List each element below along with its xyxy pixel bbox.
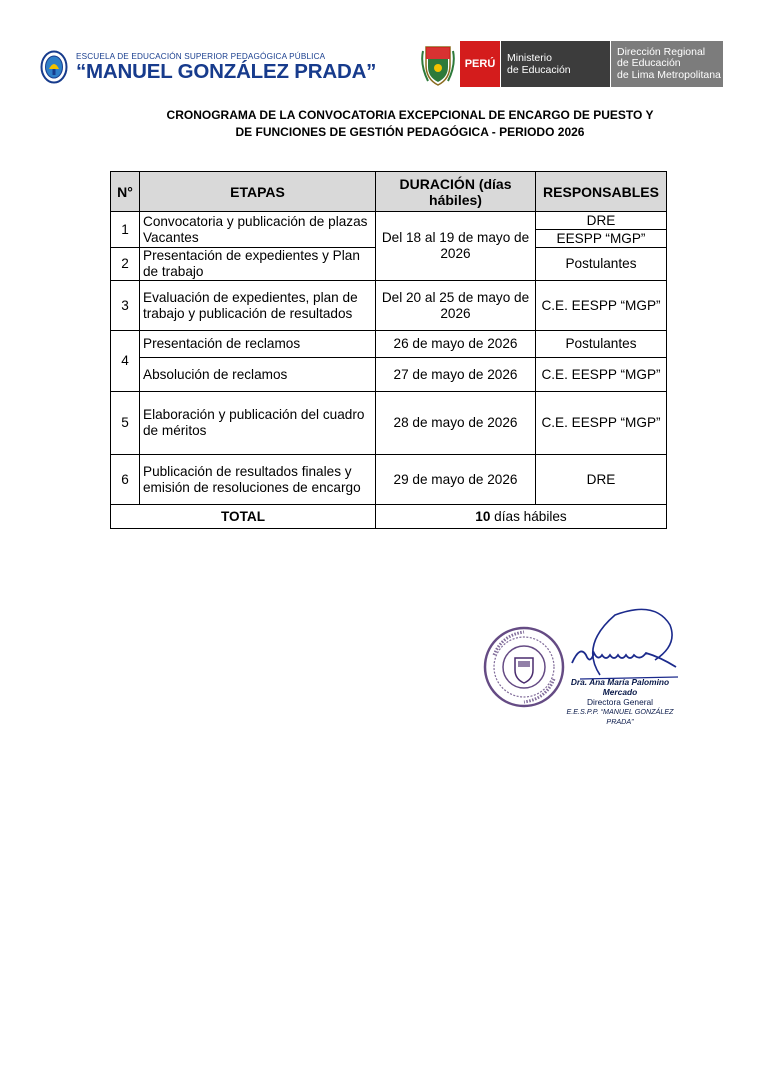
row-number: 4 xyxy=(111,331,140,392)
row-responsible: DRE xyxy=(536,212,667,230)
school-emblem-icon xyxy=(40,50,68,84)
header-number: N° xyxy=(111,172,140,212)
total-value xyxy=(376,505,667,529)
schedule-table xyxy=(110,171,667,529)
row-responsible: C.E. EESPP “MGP” xyxy=(536,281,667,331)
total-number: 10 xyxy=(475,508,491,524)
table-header-row xyxy=(111,172,667,212)
signature-block xyxy=(555,678,685,727)
peru-label: PERÚ xyxy=(464,58,496,70)
row-number: 2 xyxy=(111,248,140,281)
total-unit: días hábiles xyxy=(494,508,567,524)
table-row xyxy=(111,281,667,331)
row-responsible: Postulantes xyxy=(536,248,667,281)
school-subtitle: ESCUELA DE EDUCACIÓN SUPERIOR PEDAGÓGICA PÚBLICA xyxy=(76,51,326,61)
ministry-banner xyxy=(420,41,723,87)
row-duration: Del 18 al 19 de mayo de 2026 xyxy=(376,212,536,281)
table-row xyxy=(111,392,667,455)
row-stage: Presentación de reclamos xyxy=(140,331,376,358)
handwritten-signature xyxy=(560,605,690,685)
row-stage: Convocatoria y publicación de plazas Vacantes xyxy=(140,212,376,248)
official-seal-icon xyxy=(482,625,566,709)
signer-name: Dra. Ana María Palomino Mercado xyxy=(570,677,670,697)
header-stages: ETAPAS xyxy=(140,172,376,212)
row-stage: Evaluación de expedientes, plan de trabajo y publicación de resultados xyxy=(140,281,376,331)
row-responsible: C.E. EESPP “MGP” xyxy=(536,392,667,455)
direction-line-1: Dirección Regional xyxy=(617,45,706,58)
peru-label-box xyxy=(460,41,500,87)
table-row xyxy=(111,212,667,230)
table-row xyxy=(111,358,667,392)
direction-line-2: de Educación xyxy=(617,57,681,70)
table-row xyxy=(111,331,667,358)
row-responsible: C.E. EESPP “MGP” xyxy=(536,358,667,392)
direction-label-box xyxy=(610,41,723,87)
total-label: TOTAL xyxy=(111,505,376,529)
row-stage: Absolución de reclamos xyxy=(140,358,376,392)
row-responsible: DRE xyxy=(536,455,667,505)
row-number: 3 xyxy=(111,281,140,331)
row-duration: 29 de mayo de 2026 xyxy=(376,455,536,505)
row-duration: 26 de mayo de 2026 xyxy=(376,331,536,358)
row-stage: Presentación de expedientes y Plan de trabajo xyxy=(140,248,376,281)
title-line-1: CRONOGRAMA DE LA CONVOCATORIA EXCEPCIONAL DE ENCARGO DE PUESTO Y xyxy=(166,108,654,122)
header-responsible: RESPONSABLES xyxy=(536,172,667,212)
row-stage: Publicación de resultados finales y emisión de resoluciones de encargo xyxy=(140,455,376,505)
signer-institution: E.E.S.P.P. “MANUEL GONZÁLEZ PRADA” xyxy=(566,707,674,727)
row-number: 5 xyxy=(111,392,140,455)
ministry-line-2: de Educación xyxy=(507,64,571,76)
header-duration: DURACIÓN (días hábiles) xyxy=(376,172,536,212)
row-duration: 28 de mayo de 2026 xyxy=(376,392,536,455)
row-number: 6 xyxy=(111,455,140,505)
row-stage: Elaboración y publicación del cuadro de méritos xyxy=(140,392,376,455)
row-responsible: EESPP “MGP” xyxy=(536,230,667,248)
document-title xyxy=(120,107,700,141)
direction-line-3: de Lima Metropolitana xyxy=(617,68,721,81)
school-logo xyxy=(40,50,376,84)
row-duration: Del 20 al 25 de mayo de 2026 xyxy=(376,281,536,331)
row-duration: 27 de mayo de 2026 xyxy=(376,358,536,392)
table-row xyxy=(111,455,667,505)
peru-coat-of-arms-icon xyxy=(420,41,456,87)
signer-role: Directora General xyxy=(586,696,654,707)
total-row xyxy=(111,505,667,529)
row-responsible: Postulantes xyxy=(536,331,667,358)
school-name: “MANUEL GONZÁLEZ PRADA” xyxy=(76,59,377,83)
ministry-line-1: Ministerio xyxy=(507,52,552,64)
row-number: 1 xyxy=(111,212,140,248)
title-line-2: DE FUNCIONES DE GESTIÓN PEDAGÓGICA - PERIODO 2026 xyxy=(235,125,585,139)
ministry-label-box xyxy=(500,41,610,87)
